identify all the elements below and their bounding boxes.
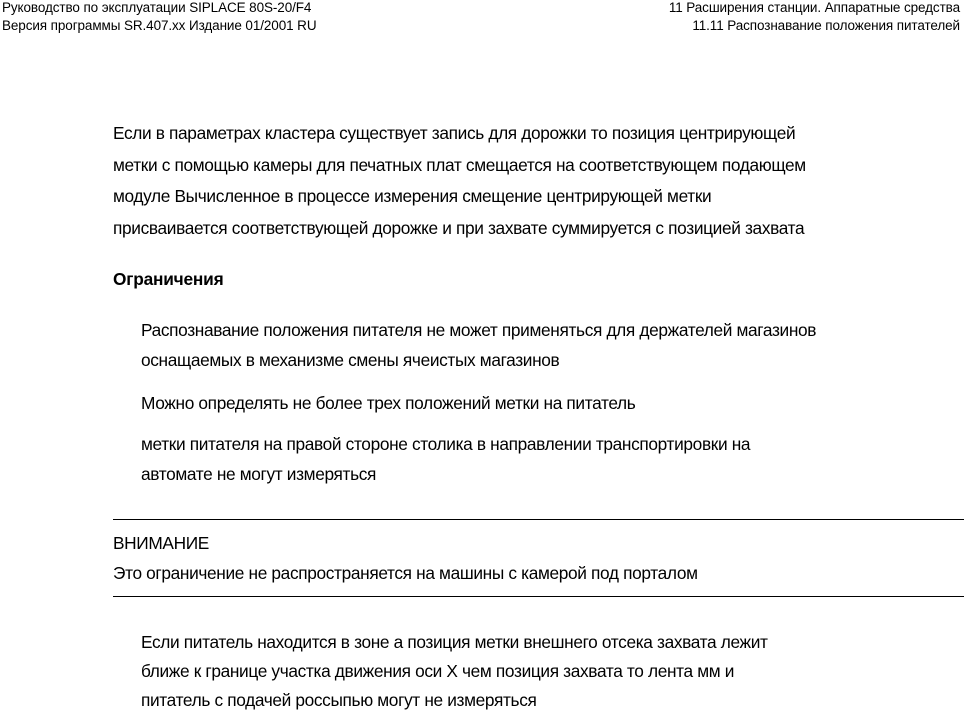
header-left — [2, 0, 316, 35]
text-line: метки питателя на правой стороне столика в направлении транспортировки на — [141, 434, 751, 454]
text-line: ближе к границе участка движения оси X чем позиция захвата то лента мм и — [141, 660, 735, 681]
text-line: Распознавание положения питателя не может применяться для держателей магазинов — [141, 320, 817, 340]
restriction-item — [141, 316, 816, 375]
text-line: модуле Вычисленное в процессе измерения смещение центрирующей метки — [113, 186, 712, 206]
text-line: автомате не могут измеряться — [141, 463, 377, 484]
restriction-item — [141, 389, 635, 419]
intro-paragraph — [113, 118, 806, 244]
text-line: метки с помощью камеры для печатных плат смещается на соответствующем подающем — [113, 154, 806, 175]
notice-bottom-divider — [113, 596, 964, 597]
restriction-item — [141, 430, 750, 489]
final-paragraph — [141, 628, 768, 714]
restrictions-heading: Ограничения — [113, 269, 224, 289]
text-line: Если питатель находится в зоне а позиция метки внешнего отсека захвата лежит — [141, 632, 768, 652]
manual-title: Руководство по эксплуатации SIPLACE 80S-20/F4 — [2, 0, 312, 15]
text-line: оснащаемых в механизме смены ячеистых магазинов — [141, 349, 560, 370]
text-line: Можно определять не более трех положений метки на питатель — [141, 393, 636, 413]
section-title: 11.11 Распознавание положения питателей — [692, 18, 960, 33]
notice-top-divider — [113, 519, 964, 520]
notice-text: Это ограничение не распространяется на машины с камерой под порталом — [113, 563, 698, 583]
notice-title: ВНИМАНИЕ — [113, 533, 209, 553]
chapter-title: 11 Расширения станции. Аппаратные средства — [668, 0, 960, 15]
notice-box — [113, 528, 698, 588]
text-line: Если в параметрах кластера существует запись для дорожки то позиция центрирующей — [113, 123, 796, 143]
text-line: присваивается соответствующей дорожке и при захвате суммируется с позицией захвата — [113, 217, 805, 238]
header-right — [669, 0, 960, 35]
version-info: Версия программы SR.407.xx Издание 01/2001 RU — [2, 18, 317, 33]
text-line: питатель с подачей россыпью могут не измеряться — [141, 689, 537, 710]
